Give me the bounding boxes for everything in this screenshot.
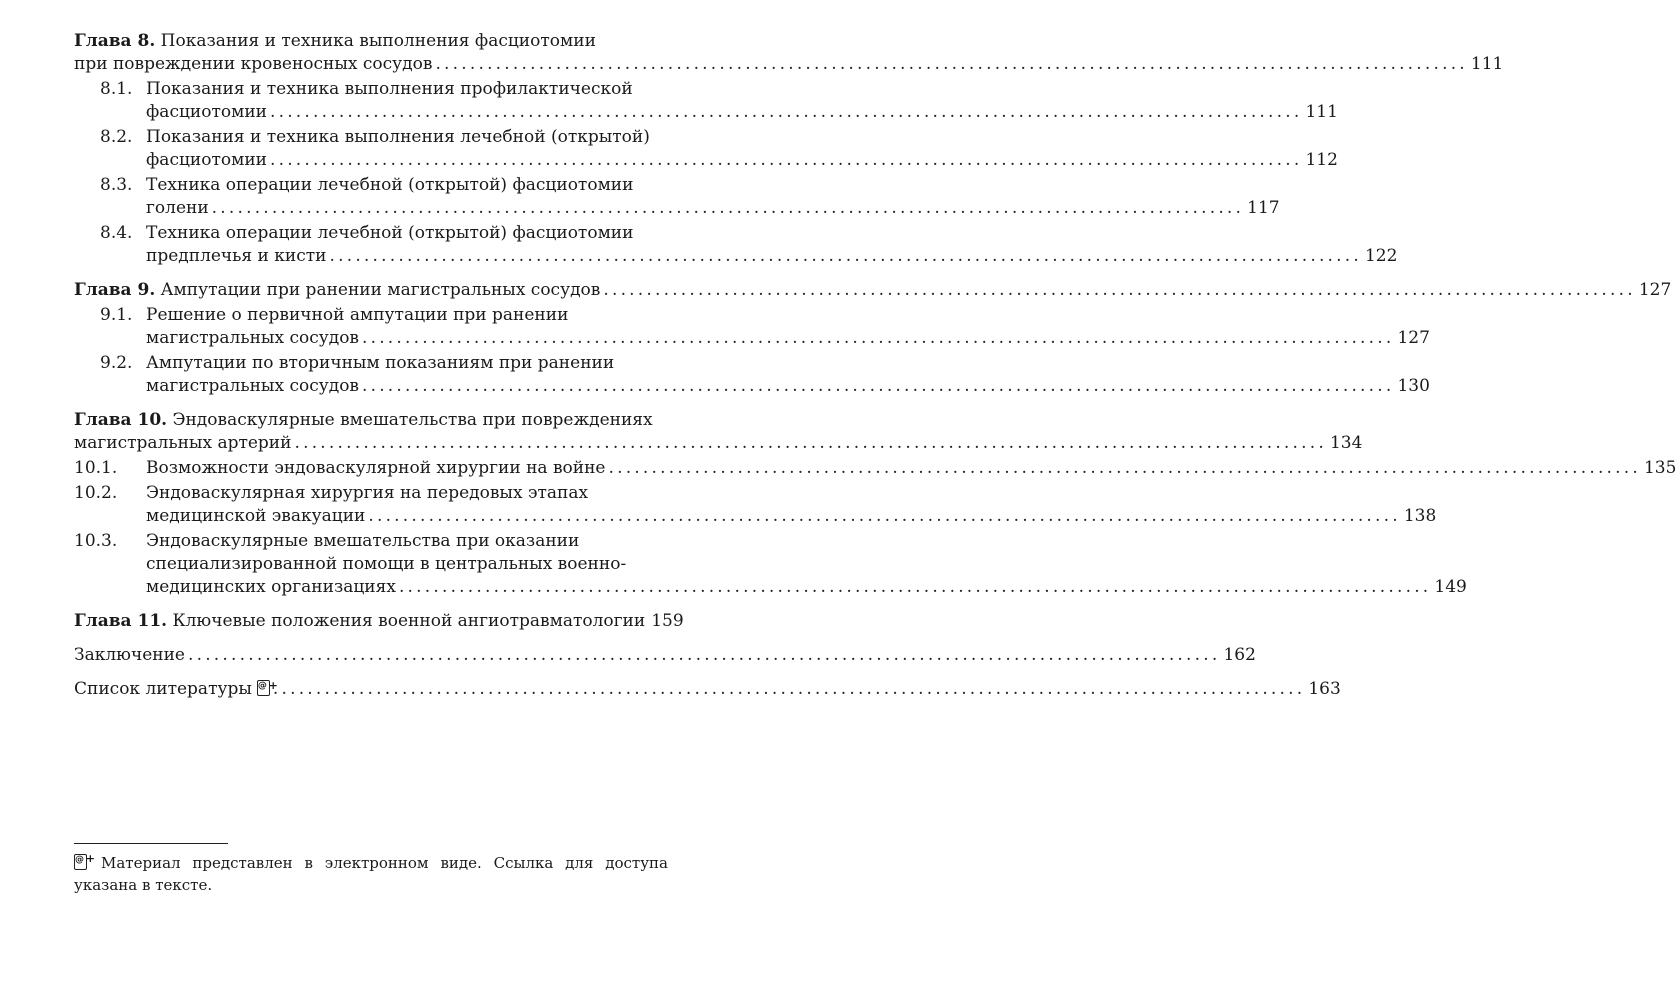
entry-title-line: Ампутации при ранении магистральных сосудов: [160, 280, 601, 300]
table-of-contents: [74, 30, 1676, 701]
section-number: 8.4.: [100, 223, 133, 243]
entry-title-line: магистральных артерий: [74, 433, 292, 453]
leader-dots: ........................................................................................................................: [608, 458, 1641, 478]
entry-title-line: фасциотомии: [146, 150, 267, 170]
toc-section-entry: [74, 482, 1437, 528]
ebook-icon: [257, 680, 270, 696]
entry-title-line: голени: [146, 198, 209, 218]
leader-dots: ........................................................................................................................: [294, 433, 1327, 453]
entry-title-line: Эндоваскулярная хирургия на передовых этапах: [146, 483, 589, 503]
page-number: 149: [1434, 577, 1467, 597]
entry-title-line: Решение о первичной ампутации при ранении: [146, 305, 569, 325]
toc-chapter-entry: [74, 30, 1504, 76]
leader-dots: ........................................................................................................................: [269, 102, 1303, 122]
entry-title-line: Показания и техника выполнения лечебной (открытой): [146, 127, 650, 147]
chapter-label: Глава 10.: [74, 410, 168, 430]
toc-section-entry: [74, 126, 1338, 172]
toc-chapter-entry: [74, 279, 1672, 302]
leader-dots: ........................................................................................................................: [398, 577, 1432, 597]
entry-title-line: Заключение: [74, 645, 185, 665]
leader-dots: ........................................................................................................................: [368, 506, 1401, 526]
footnote-text: Материал представлен в электронном виде. Ссылка для доступа указана в тексте.: [74, 854, 668, 894]
page-number: 122: [1364, 246, 1398, 266]
section-number: 8.3.: [100, 175, 133, 195]
page-number: 135: [1643, 458, 1676, 478]
toc-section-entry: [74, 222, 1398, 268]
section-number: 8.2.: [100, 127, 133, 147]
page-number: 163: [1308, 679, 1341, 699]
toc-chapter-entry: [74, 644, 1256, 667]
toc-chapter-entry: [74, 678, 1341, 701]
leader-dots: ........................................................................................................................: [272, 679, 1306, 699]
leader-dots: ........................................................................................................................: [269, 150, 1303, 170]
entry-title-line: при повреждении кровеносных сосудов: [74, 54, 433, 74]
page-number: 112: [1305, 150, 1338, 170]
leader-dots: ........................................................................................................................: [362, 376, 1395, 396]
page-number: 138: [1403, 506, 1437, 526]
leader-dots: ........................................................................................................................: [211, 198, 1245, 218]
entry-title-line: предплечья и кисти: [146, 246, 327, 266]
entry-title-line: магистральных сосудов: [146, 376, 359, 396]
leader-dots: ........................................................................................................................: [362, 328, 1395, 348]
entry-title-line: специализированной помощи в центральных военно-: [146, 554, 627, 574]
page-number: 117: [1247, 198, 1280, 218]
entry-title-line: Показания и техника выполнения профилактической: [146, 79, 633, 99]
entry-title-line: Ключевые положения военной ангиотравматологии: [172, 611, 646, 631]
entry-title-line: Техника операции лечебной (открытой) фасциотомии: [146, 175, 634, 195]
page-number: 127: [1397, 328, 1430, 348]
ebook-icon: [74, 854, 87, 870]
leader-dots: ........................................................................................................................: [603, 280, 1636, 300]
toc-section-entry: [74, 174, 1280, 220]
page-number: 162: [1223, 645, 1256, 665]
page-number: 134: [1329, 433, 1363, 453]
toc-chapter-entry: [74, 610, 684, 633]
section-number: 10.1.: [74, 458, 118, 478]
chapter-label: Глава 11.: [74, 611, 168, 631]
leader-dots: ........................................................................................................................: [329, 246, 1362, 266]
entry-title-line: медицинской эвакуации: [146, 506, 366, 526]
entry-title-line: Эндоваскулярные вмешательства при повреждениях: [172, 410, 653, 430]
footnote: [74, 852, 668, 896]
entry-title-line: магистральных сосудов: [146, 328, 359, 348]
page-number: 127: [1638, 280, 1672, 300]
toc-section-entry: [74, 530, 1467, 599]
section-number: 10.2.: [74, 483, 118, 503]
leader-dots: ........................................................................................................................: [187, 645, 1221, 665]
page-number: 111: [1305, 102, 1338, 122]
entry-title-line: Техника операции лечебной (открытой) фасциотомии: [146, 223, 634, 243]
chapter-label: Глава 9.: [74, 280, 156, 300]
section-number: 9.2.: [100, 353, 133, 373]
entry-title-line: Показания и техника выполнения фасциотомии: [160, 31, 596, 51]
entry-title-line: Возможности эндоваскулярной хирургии на войне: [146, 458, 606, 478]
chapter-label: Глава 8.: [74, 31, 156, 51]
toc-section-entry: [74, 304, 1430, 350]
entry-title-line: Список литературы: [74, 679, 252, 699]
section-number: 8.1.: [100, 79, 133, 99]
page-number: 159: [651, 611, 684, 631]
page-number: 111: [1470, 54, 1504, 74]
leader-dots: ........................................................................................................................: [435, 54, 1468, 74]
footnote-rule: [74, 843, 228, 844]
toc-section-entry: [74, 457, 1676, 480]
section-number: 10.3.: [74, 531, 118, 551]
toc-section-entry: [74, 352, 1430, 398]
section-number: 9.1.: [100, 305, 133, 325]
page-number: 130: [1397, 376, 1430, 396]
entry-title-line: Ампутации по вторичным показаниям при ранении: [146, 353, 615, 373]
toc-chapter-entry: [74, 409, 1363, 455]
entry-title-line: медицинских организациях: [146, 577, 396, 597]
entry-title-line: фасциотомии: [146, 102, 267, 122]
toc-section-entry: [74, 78, 1338, 124]
entry-title-line: Эндоваскулярные вмешательства при оказании: [146, 531, 580, 551]
